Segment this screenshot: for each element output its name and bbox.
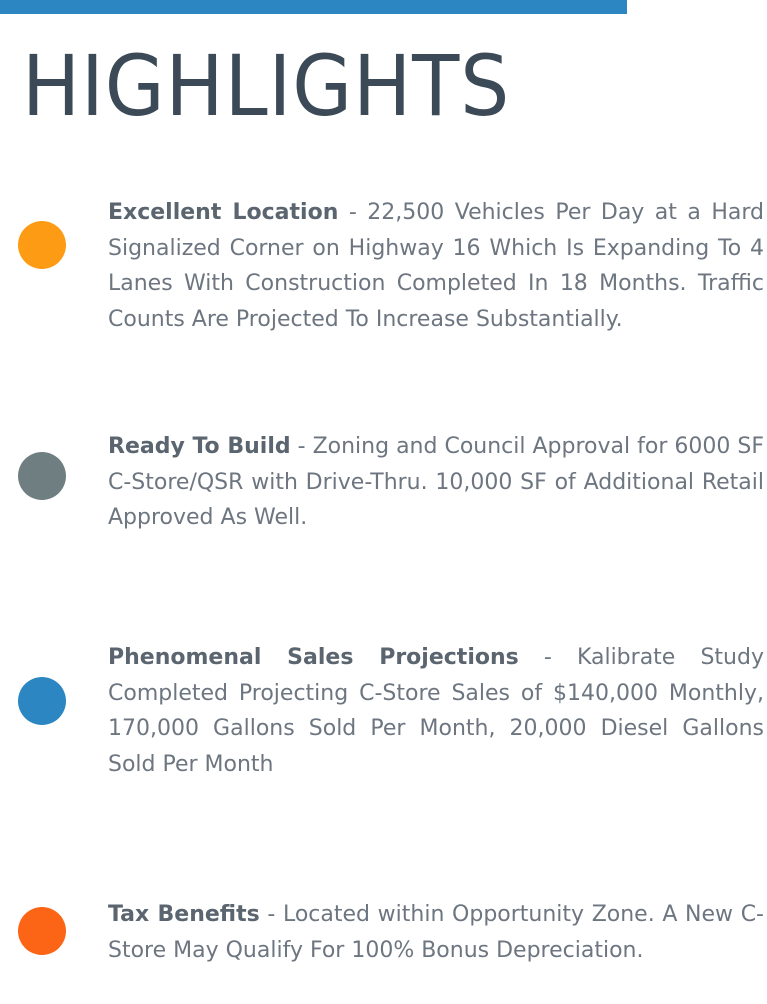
highlight-text [108, 195, 764, 337]
blue-bullet-icon [18, 677, 66, 725]
highlight-description: Located within Opportunity Zone. A New C-Store May Qualify For 100% Bonus Depreciation. [108, 902, 764, 963]
highlight-label: Tax Benefits [108, 902, 260, 927]
orange-bullet-icon [18, 221, 66, 269]
highlight-description: 22,500 Vehicles Per Day at a Hard Signalized Corner on Highway 16 Which Is Expanding To 4 Lanes With Construction Completed In 18 Months. Traffic Counts Are Projected To Increase Substantially. [108, 200, 764, 332]
highlight-label: Excellent Location [108, 200, 339, 225]
highlight-separator: - [518, 645, 577, 670]
highlight-separator: - [338, 200, 368, 225]
highlight-text [108, 429, 764, 536]
red-orange-bullet-icon [18, 907, 66, 955]
gray-bullet-icon [18, 452, 66, 500]
highlight-description: Kalibrate Study Completed Projecting C-Store Sales of $140,000 Monthly, 170,000 Gallons Sold Per Month, 20,000 Diesel Gallons Sold Per Month [108, 645, 764, 777]
page-title: HIGHLIGHTS [22, 37, 511, 135]
highlight-label: Phenomenal Sales Projections [108, 645, 519, 670]
highlight-text [108, 897, 764, 968]
highlight-separator: - [259, 902, 283, 927]
highlight-description: Zoning and Council Approval for 6000 SF C-Store/QSR with Drive-Thru. 10,000 SF of Additional Retail Approved As Well. [108, 434, 764, 530]
highlight-label: Ready To Build [108, 434, 291, 459]
highlight-separator: - [290, 434, 313, 459]
highlight-text [108, 640, 764, 782]
top-accent-bar [0, 0, 627, 14]
